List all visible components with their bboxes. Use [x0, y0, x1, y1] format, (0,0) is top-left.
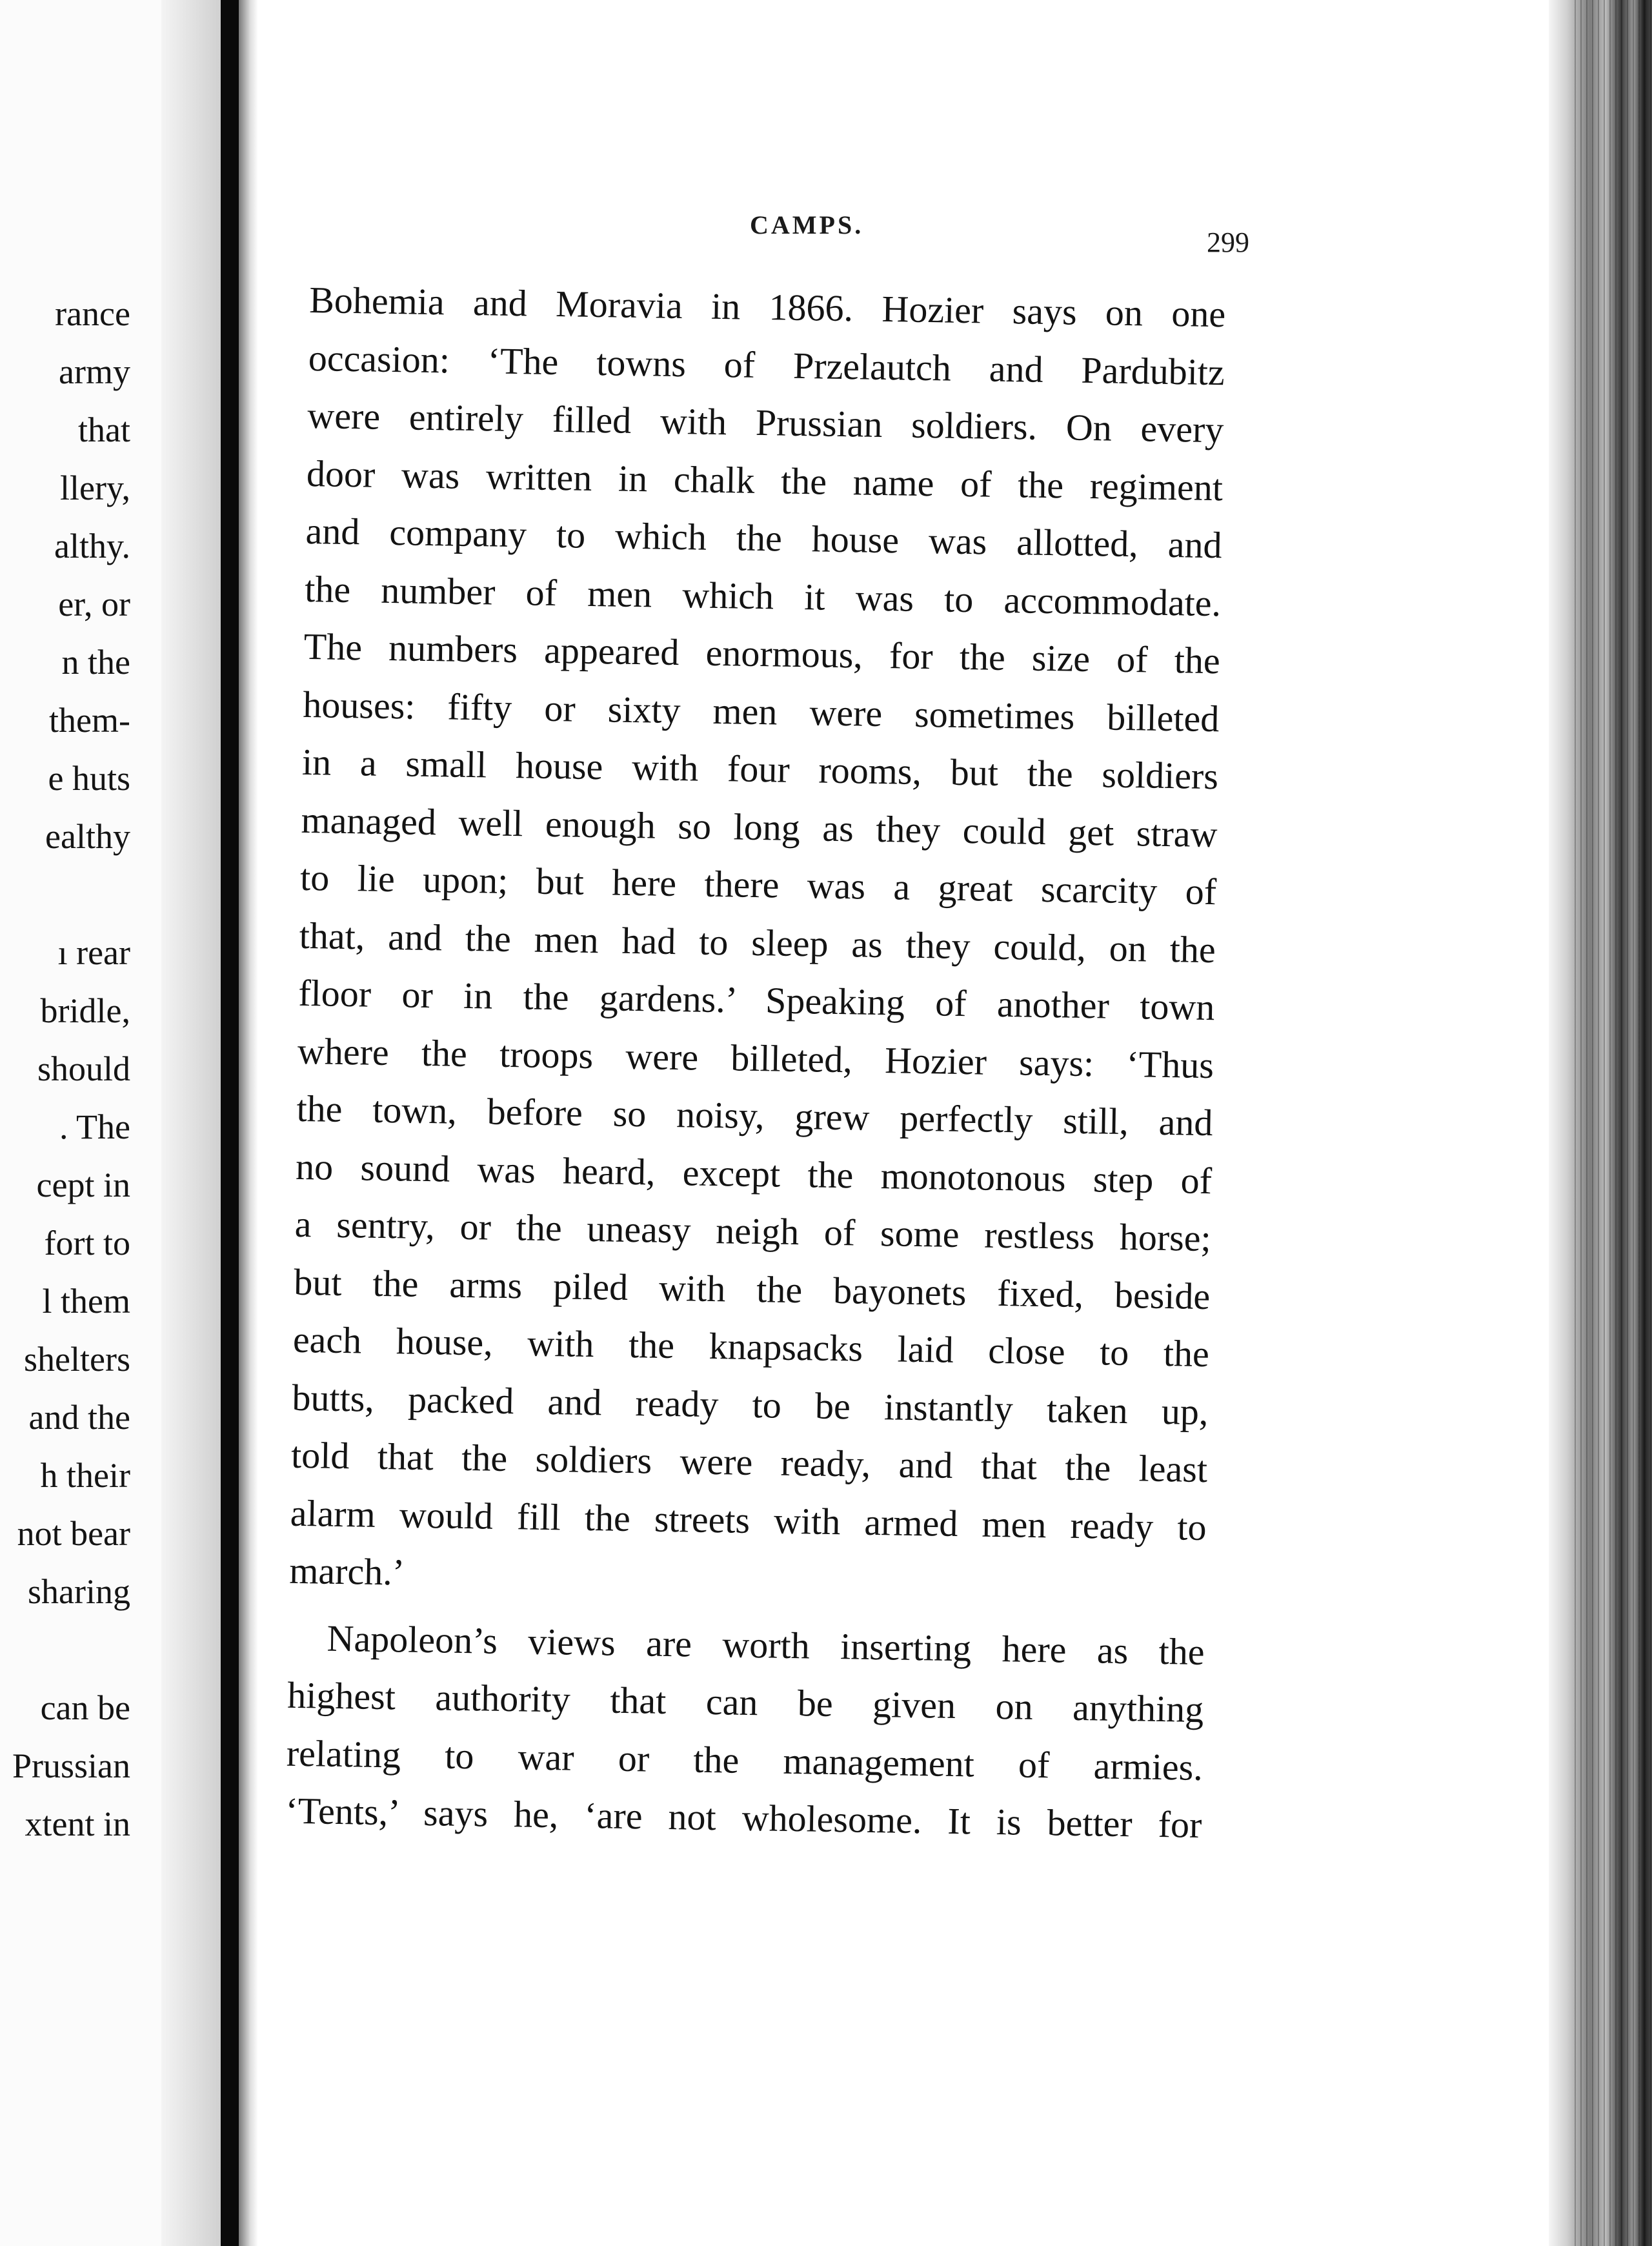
text-line: no sound was heard, except the monotonous step of	[295, 1145, 1213, 1202]
text-line: floor or in the gardens.’ Speaking of another town	[297, 971, 1215, 1029]
text-line: Bohemia and Moravia in 1866. Hozier says on one	[308, 278, 1226, 336]
fore-edge-page-lines	[1575, 0, 1652, 2246]
page-number: 299	[1207, 227, 1249, 258]
left-page-line: er, or	[58, 585, 130, 623]
left-page-line: n the	[61, 643, 130, 682]
text-line: and company to which the house was allotted, and	[305, 509, 1223, 567]
text-line: ‘Tents,’ says he, ‘are not wholesome. It is better for	[285, 1789, 1202, 1846]
left-page-line: h their	[40, 1456, 130, 1495]
left-page-line: rance	[55, 294, 130, 333]
left-page-line: bridle,	[40, 991, 130, 1030]
left-page-line: . The	[59, 1108, 130, 1146]
text-line: march.’	[288, 1549, 405, 1593]
left-facing-page	[0, 0, 221, 2246]
left-page-line: xtent in	[25, 1805, 130, 1843]
text-line: occasion: ‘The towns of Przelautch and Pardubitz	[308, 336, 1225, 393]
text-line: a sentry, or the uneasy neigh of some restless horse;	[294, 1202, 1212, 1260]
left-page-edge-shadow	[161, 0, 221, 2246]
text-line: alarm would fill the streets with armed men ready to	[290, 1492, 1207, 1548]
gutter-shadow	[239, 0, 258, 2246]
left-page-line: them-	[49, 701, 130, 740]
text-line: told that the soldiers were ready, and that the least	[290, 1433, 1208, 1491]
text-line: where the troops were billeted, Hozier says: ‘Thus	[297, 1029, 1214, 1086]
text-line: houses: fifty or sixty men were sometimes billeted	[302, 683, 1220, 740]
left-page-line: e huts	[48, 759, 130, 798]
left-page-line: llery,	[60, 469, 130, 507]
running-head: CAMPS.	[750, 210, 864, 239]
left-page-line: and the	[28, 1398, 130, 1437]
text-line: that, and the men had to sleep as they could, on the	[299, 914, 1216, 971]
text-line: were entirely filled with Prussian soldiers. On every	[307, 394, 1224, 451]
text-line: highest authority that can be given on anything	[287, 1674, 1204, 1731]
body-text	[285, 271, 1226, 1854]
left-page-line: sharing	[28, 1572, 130, 1611]
left-page-line: should	[37, 1049, 130, 1088]
left-page-line: not bear	[17, 1514, 130, 1553]
left-page-line: that	[78, 410, 130, 449]
text-line: relating to war or the management of armies.	[286, 1732, 1204, 1788]
left-page-line: ı rear	[57, 933, 130, 972]
book-gutter	[221, 0, 239, 2246]
text-line: the town, before so noisy, grew perfectly still, and	[296, 1087, 1213, 1144]
text-line: managed well enough so long as they could get straw	[301, 798, 1218, 855]
text-line: but the arms piled with the bayonets fixed, beside	[293, 1260, 1211, 1317]
left-page-line: Prussian	[12, 1746, 130, 1785]
text-line: butts, packed and ready to be instantly taken up,	[292, 1376, 1209, 1433]
text-line: each house, with the knapsacks laid close to the	[292, 1318, 1210, 1375]
text-line: in a small house with four rooms, but the soldiers	[301, 740, 1219, 798]
left-page-line: shelters	[24, 1340, 130, 1379]
left-page-line: l them	[42, 1282, 130, 1320]
left-page-line: can be	[40, 1688, 130, 1727]
left-page-line: fort to	[44, 1224, 130, 1262]
text-line: The numbers appeared enormous, for the size of the	[303, 625, 1221, 682]
text-line: door was written in chalk the name of the regiment	[306, 452, 1224, 509]
text-line: to lie upon; but here there was a great scarcity of	[299, 856, 1217, 913]
text-line: Napoleon’s views are worth inserting here as the	[327, 1617, 1205, 1673]
left-page-line: army	[59, 352, 130, 391]
left-page-line: ealthy	[45, 817, 130, 856]
left-page-line: althy.	[54, 527, 130, 565]
left-page-line: cept in	[36, 1166, 130, 1204]
text-line: the number of men which it was to accommodate.	[304, 567, 1222, 624]
